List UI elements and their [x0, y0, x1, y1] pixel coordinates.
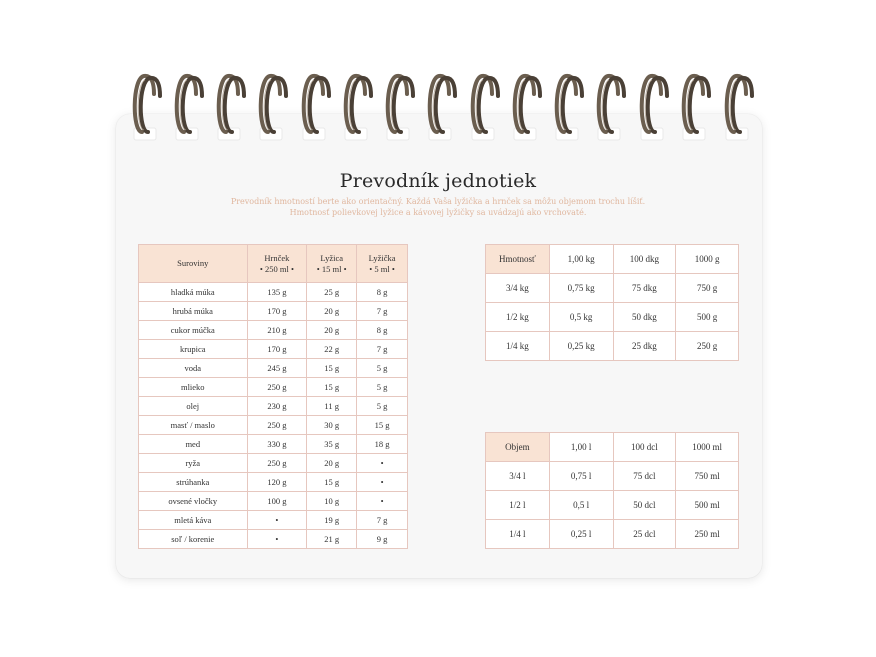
- table-cell: 21 g: [307, 530, 357, 549]
- table-row: [139, 302, 408, 321]
- page-title: Prevodník jednotiek: [339, 170, 537, 192]
- table-row: [139, 492, 408, 511]
- table-cell: 135 g: [247, 283, 307, 302]
- header-cell: [357, 245, 408, 283]
- table-cell: olej: [139, 397, 248, 416]
- table-row: [139, 321, 408, 340]
- header-label: Lyžica: [320, 252, 344, 263]
- table-cell: 500 g: [676, 303, 739, 332]
- table-cell: 8 g: [357, 321, 408, 340]
- table-cell: mlieko: [139, 378, 248, 397]
- header-label: Hrnček: [264, 252, 290, 263]
- header-cell: 100 dcl: [613, 433, 676, 462]
- table-cell: 15 g: [307, 378, 357, 397]
- table-row: [139, 378, 408, 397]
- binding-ring: [679, 70, 713, 142]
- table-cell: 170 g: [247, 340, 307, 359]
- table-cell: •: [357, 492, 408, 511]
- subtitle-line-2: Hmotnosť polievkovej lyžice a kávovej lyžičky sa uvádzajú ako vrchovaté.: [289, 208, 587, 217]
- table-header-row: [486, 245, 739, 274]
- binding-ring: [552, 70, 586, 142]
- binding-ring: [214, 70, 248, 142]
- table-cell: 35 g: [307, 435, 357, 454]
- mass-conversion-table: [485, 244, 739, 361]
- header-cell: 1,00 l: [549, 433, 613, 462]
- header-cell: 1,00 kg: [549, 245, 613, 274]
- table-cell: •: [247, 511, 307, 530]
- table-cell: 1/2 l: [486, 491, 550, 520]
- table-cell: hrubá múka: [139, 302, 248, 321]
- table-cell: 3/4 kg: [486, 274, 550, 303]
- header-cell: [307, 245, 357, 283]
- table-cell: 25 dkg: [613, 332, 676, 361]
- table-cell: masť / maslo: [139, 416, 248, 435]
- spiral-binding: [0, 70, 876, 150]
- table-cell: hladká múka: [139, 283, 248, 302]
- table-row: [139, 454, 408, 473]
- table-cell: 7 g: [357, 302, 408, 321]
- table-cell: 750 ml: [676, 462, 739, 491]
- table-row: [139, 530, 408, 549]
- table-cell: 500 ml: [676, 491, 739, 520]
- table-cell: 15 g: [307, 473, 357, 492]
- table-cell: 19 g: [307, 511, 357, 530]
- table-cell: 10 g: [307, 492, 357, 511]
- binding-ring: [468, 70, 502, 142]
- table-cell: 100 g: [247, 492, 307, 511]
- table-cell: 7 g: [357, 511, 408, 530]
- table-cell: mletá káva: [139, 511, 248, 530]
- table-cell: 75 dkg: [613, 274, 676, 303]
- table-cell: 30 g: [307, 416, 357, 435]
- table-cell: 210 g: [247, 321, 307, 340]
- table-cell: 170 g: [247, 302, 307, 321]
- table-cell: 50 dkg: [613, 303, 676, 332]
- table-row: [139, 435, 408, 454]
- table-row: [486, 332, 739, 361]
- table-cell: 250 g: [676, 332, 739, 361]
- table-row: [139, 416, 408, 435]
- table-cell: soľ / korenie: [139, 530, 248, 549]
- table-row: [139, 283, 408, 302]
- binding-ring: [341, 70, 375, 142]
- table-cell: •: [357, 473, 408, 492]
- header-sublabel: • 5 ml •: [369, 263, 395, 274]
- table-cell: 5 g: [357, 397, 408, 416]
- table-cell: 25 dcl: [613, 520, 676, 549]
- header-cell: Hmotnosť: [486, 245, 550, 274]
- header-cell: 100 dkg: [613, 245, 676, 274]
- table-row: [486, 274, 739, 303]
- table-cell: strúhanka: [139, 473, 248, 492]
- binding-ring: [510, 70, 544, 142]
- header-sublabel: • 15 ml •: [316, 263, 347, 274]
- table-cell: cukor múčka: [139, 321, 248, 340]
- table-cell: 1/4 kg: [486, 332, 550, 361]
- table-cell: 250 g: [247, 378, 307, 397]
- table-cell: 0,5 kg: [549, 303, 613, 332]
- table-cell: 0,25 kg: [549, 332, 613, 361]
- binding-ring: [130, 70, 164, 142]
- table-cell: 3/4 l: [486, 462, 550, 491]
- table-cell: 7 g: [357, 340, 408, 359]
- subtitle: [200, 196, 676, 218]
- binding-ring: [722, 70, 756, 142]
- header-label: Suroviny: [177, 258, 209, 268]
- table-cell: 0,75 l: [549, 462, 613, 491]
- binding-ring: [425, 70, 459, 142]
- table-cell: 9 g: [357, 530, 408, 549]
- table-cell: 330 g: [247, 435, 307, 454]
- table-cell: 250 g: [247, 416, 307, 435]
- table-row: [486, 462, 739, 491]
- table-row: [139, 473, 408, 492]
- table-cell: 20 g: [307, 302, 357, 321]
- table-cell: 0,75 kg: [549, 274, 613, 303]
- header-cell: [139, 245, 248, 283]
- table-row: [139, 511, 408, 530]
- table-header-row: [486, 433, 739, 462]
- table-cell: 0,25 l: [549, 520, 613, 549]
- table-row: [486, 520, 739, 549]
- table-cell: 1/2 kg: [486, 303, 550, 332]
- table-cell: 25 g: [307, 283, 357, 302]
- table-cell: 18 g: [357, 435, 408, 454]
- header-sublabel: • 250 ml •: [259, 263, 294, 274]
- volume-conversion-table: [485, 432, 739, 549]
- binding-ring: [299, 70, 333, 142]
- table-cell: •: [247, 530, 307, 549]
- table-cell: krupica: [139, 340, 248, 359]
- binding-ring: [637, 70, 671, 142]
- table-cell: ovsené vločky: [139, 492, 248, 511]
- table-cell: 245 g: [247, 359, 307, 378]
- table-cell: 230 g: [247, 397, 307, 416]
- table-cell: 0,5 l: [549, 491, 613, 520]
- table-cell: 15 g: [307, 359, 357, 378]
- table-cell: 75 dcl: [613, 462, 676, 491]
- table-cell: 5 g: [357, 359, 408, 378]
- header-label: Lyžička: [368, 252, 396, 263]
- table-row: [139, 397, 408, 416]
- table-cell: •: [357, 454, 408, 473]
- table-cell: 750 g: [676, 274, 739, 303]
- binding-ring: [256, 70, 290, 142]
- table-row: [139, 340, 408, 359]
- table-cell: 22 g: [307, 340, 357, 359]
- table-cell: 1/4 l: [486, 520, 550, 549]
- subtitle-line-1: Prevodník hmotností berte ako orientačný. Každá Vaša lyžička a hrnček sa môžu objemom trochu líšiť.: [230, 197, 646, 206]
- table-cell: 5 g: [357, 378, 408, 397]
- table-cell: 50 dcl: [613, 491, 676, 520]
- table-cell: 8 g: [357, 283, 408, 302]
- table-cell: 120 g: [247, 473, 307, 492]
- header-cell: Objem: [486, 433, 550, 462]
- table-cell: med: [139, 435, 248, 454]
- table-row: [486, 491, 739, 520]
- table-cell: 15 g: [357, 416, 408, 435]
- header-cell: 1000 ml: [676, 433, 739, 462]
- table-header-row: [139, 245, 408, 283]
- table-row: [139, 359, 408, 378]
- header-cell: [247, 245, 307, 283]
- table-cell: 250 g: [247, 454, 307, 473]
- binding-ring: [172, 70, 206, 142]
- table-cell: ryža: [139, 454, 248, 473]
- table-cell: voda: [139, 359, 248, 378]
- table-cell: 250 ml: [676, 520, 739, 549]
- binding-ring: [594, 70, 628, 142]
- ingredients-table: [138, 244, 408, 549]
- binding-ring: [383, 70, 417, 142]
- header-cell: 1000 g: [676, 245, 739, 274]
- table-cell: 20 g: [307, 454, 357, 473]
- table-cell: 11 g: [307, 397, 357, 416]
- table-row: [486, 303, 739, 332]
- table-cell: 20 g: [307, 321, 357, 340]
